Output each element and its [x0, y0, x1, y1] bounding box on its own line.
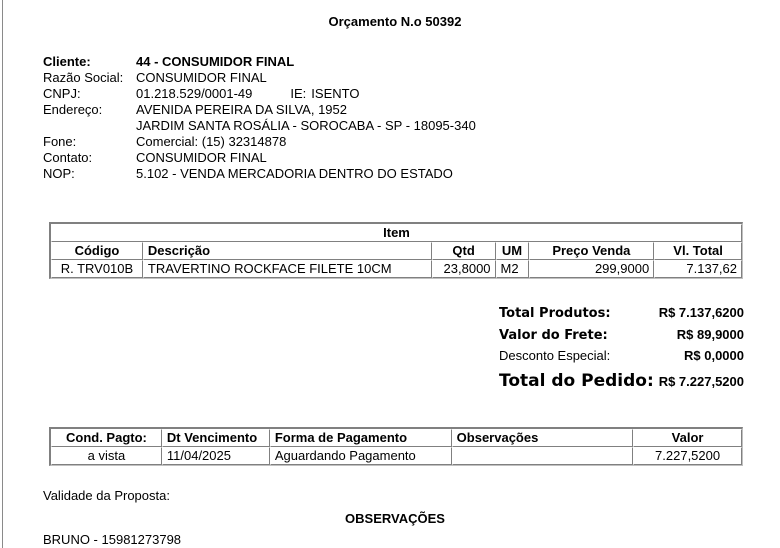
col-header-vl-total: Vl. Total	[654, 242, 742, 260]
table-row	[51, 447, 742, 465]
col-header-codigo: Código	[51, 242, 143, 260]
col-header-forma-pagamento: Forma de Pagamento	[270, 429, 452, 447]
cnpj-value: 01.218.529/0001-49	[136, 86, 253, 101]
client-row-endereco	[43, 102, 476, 118]
col-header-descricao: Descrição	[143, 242, 432, 260]
col-header-preco-venda: Preço Venda	[529, 242, 655, 260]
page-left-border	[2, 0, 3, 548]
observacoes-title: OBSERVAÇÕES	[345, 511, 445, 526]
cell-codigo: R. TRV010B	[51, 260, 143, 278]
col-header-valor: Valor	[633, 429, 742, 447]
observacoes-text: BRUNO - 15981273798	[43, 532, 182, 547]
items-header-row	[51, 242, 742, 260]
client-row-nop	[43, 166, 476, 182]
client-row-cliente	[43, 54, 476, 70]
validade-label: Validade da Proposta:	[43, 488, 170, 503]
cell-qtd: 23,8000	[432, 260, 496, 278]
cnpj-label: CNPJ:	[43, 86, 81, 101]
total-pedido-row	[499, 371, 744, 393]
nop-label: NOP:	[43, 166, 75, 181]
nop-value: 5.102 - VENDA MERCADORIA DENTRO DO ESTADO	[136, 166, 453, 181]
total-produtos-value: R$ 7.137,6200	[658, 305, 744, 320]
cliente-value: 44 - CONSUMIDOR FINAL	[136, 54, 295, 69]
col-header-qtd: Qtd	[432, 242, 496, 260]
desconto-especial-label: Desconto Especial:	[499, 348, 611, 363]
col-header-observacoes: Observações	[452, 429, 634, 447]
cell-descricao: TRAVERTINO ROCKFACE FILETE 10CM	[143, 260, 432, 278]
items-table	[49, 222, 743, 279]
total-pedido-value: R$ 7.227,5200	[658, 374, 744, 389]
cell-vl-total: 7.137,62	[654, 260, 742, 278]
valor-frete-label: Valor do Frete:	[499, 328, 608, 343]
total-produtos-label: Total Produtos:	[499, 306, 611, 321]
razao-label: Razão Social:	[43, 70, 124, 85]
ie-value: ISENTO	[311, 86, 360, 101]
desconto-especial-value: R$ 0,0000	[684, 348, 744, 363]
fone-value: Comercial: (15) 32314878	[136, 134, 287, 149]
items-group-header-row	[51, 224, 742, 242]
col-header-um: UM	[496, 242, 529, 260]
items-group-header: Item	[51, 224, 742, 242]
cell-valor: 7.227,5200	[633, 447, 742, 465]
col-header-cond-pagto: Cond. Pagto:	[51, 429, 162, 447]
document-title: Orçamento N.o 50392	[328, 14, 462, 29]
razao-value: CONSUMIDOR FINAL	[136, 70, 267, 85]
client-row-contato	[43, 150, 476, 166]
desconto-especial-row	[499, 348, 744, 371]
cell-observacoes	[452, 447, 634, 465]
client-row-fone	[43, 134, 476, 150]
ie-label: IE:	[290, 86, 307, 101]
fone-label: Fone:	[43, 134, 77, 149]
endereco-line1: AVENIDA PEREIRA DA SILVA, 1952	[136, 102, 347, 117]
col-header-dt-vencimento: Dt Vencimento	[162, 429, 270, 447]
valor-frete-value: R$ 89,9000	[676, 327, 744, 342]
valor-frete-row	[499, 327, 744, 348]
cell-forma-pagamento: Aguardando Pagamento	[270, 447, 452, 465]
client-info	[43, 54, 476, 182]
client-row-endereco-2	[43, 118, 476, 134]
payment-table	[49, 427, 743, 466]
endereco-label: Endereço:	[43, 102, 103, 117]
total-produtos-row	[499, 305, 744, 327]
payment-header-row	[51, 429, 742, 447]
total-pedido-label: Total do Pedido:	[499, 371, 654, 391]
cell-preco-venda: 299,9000	[529, 260, 655, 278]
cell-dt-vencimento: 11/04/2025	[162, 447, 270, 465]
cliente-label: Cliente:	[43, 54, 91, 69]
contato-value: CONSUMIDOR FINAL	[136, 150, 267, 165]
client-row-razao	[43, 70, 476, 86]
totals-block	[499, 305, 744, 393]
client-row-cnpj	[43, 86, 476, 102]
cell-um: M2	[496, 260, 529, 278]
endereco-line2: JARDIM SANTA ROSÁLIA - SOROCABA - SP - 18095-340	[136, 118, 476, 133]
cell-cond-pagto: a vista	[51, 447, 162, 465]
contato-label: Contato:	[43, 150, 93, 165]
table-row	[51, 260, 742, 278]
